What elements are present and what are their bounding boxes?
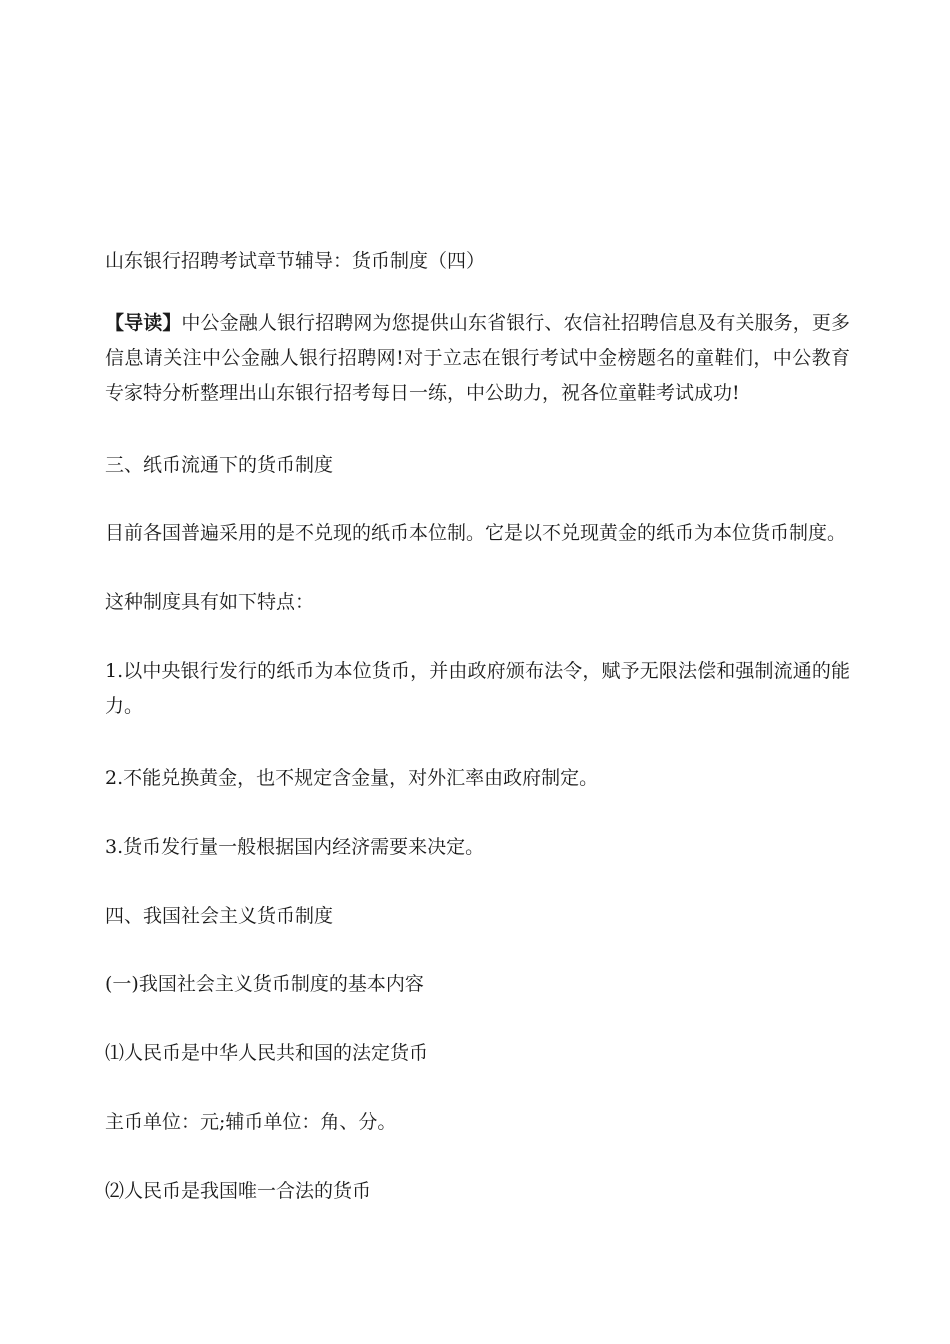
intro-paragraph [105,306,850,411]
item-2: ⑵人民币是我国唯一合法的货币 [105,1180,372,1202]
section4-heading: 四、我国社会主义货币制度 [105,905,334,927]
item-1: ⑴人民币是中华人民共和国的法定货币 [105,1042,429,1064]
document-title: 山东银行招聘考试章节辅导：货币制度（四） [105,250,486,272]
intro-text: 中公金融人银行招聘网为您提供山东省银行、农信社招聘信息及有关服务，更多信息请关注中公金融人银行招聘网!对于立志在银行考试中金榜题名的童鞋们，中公教育专家特分析整理出山东银行招考每日一练，中公助力，祝各位童鞋考试成功! [105,312,850,404]
section3-heading: 三、纸币流通下的货币制度 [105,454,334,476]
point-1: 1.以中央银行发行的纸币为本位货币，并由政府颁布法令，赋予无限法偿和强制流通的能力。 [105,660,850,717]
item-1-detail: 主币单位：元;辅币单位：角、分。 [105,1111,397,1133]
point-2: 2.不能兑换黄金，也不规定含金量，对外汇率由政府制定。 [105,767,599,789]
point-3: 3.货币发行量一般根据国内经济需要来决定。 [105,836,485,858]
section3-paragraph-1: 目前各国普遍采用的是不兑现的纸币本位制。它是以不兑现黄金的纸币为本位货币制度。 [105,522,847,544]
subsection-1-heading: (一)我国社会主义货币制度的基本内容 [105,973,424,995]
intro-tag: 【导读】 [105,312,182,334]
section3-paragraph-2: 这种制度具有如下特点： [105,591,315,613]
